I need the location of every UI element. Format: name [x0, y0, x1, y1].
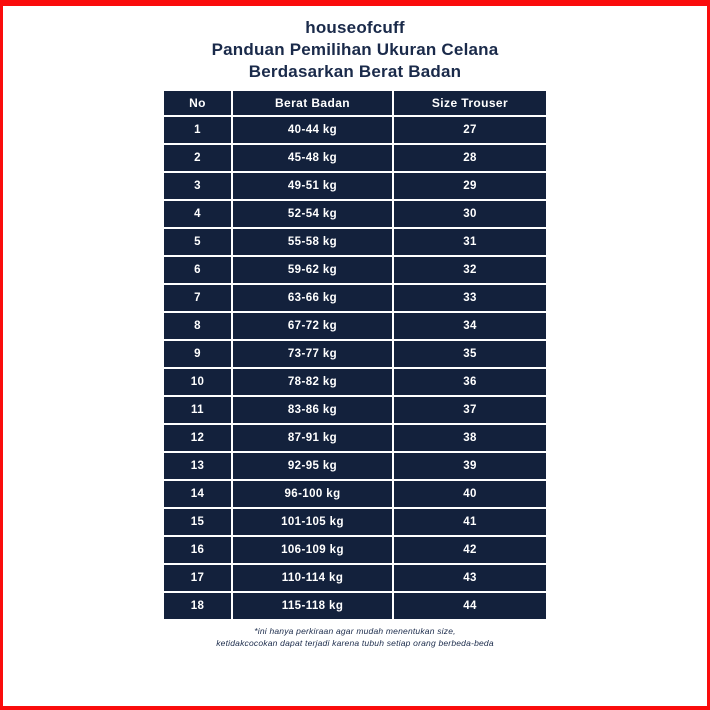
trouser-size-cell: 33 [393, 284, 547, 312]
column-header-size-trouser: Size Trouser [393, 90, 547, 116]
trouser-size-cell: 43 [393, 564, 547, 592]
weight-range-cell: 40-44 kg [232, 116, 393, 144]
column-header-no: No [163, 90, 232, 116]
weight-range-cell: 87-91 kg [232, 424, 393, 452]
row-number-cell: 13 [163, 452, 232, 480]
trouser-size-cell: 32 [393, 256, 547, 284]
row-number-cell: 4 [163, 200, 232, 228]
page-header [3, 6, 707, 83]
row-number-cell: 5 [163, 228, 232, 256]
weight-range-cell: 45-48 kg [232, 144, 393, 172]
row-number-cell: 11 [163, 396, 232, 424]
weight-range-cell: 55-58 kg [232, 228, 393, 256]
trouser-size-cell: 36 [393, 368, 547, 396]
trouser-size-cell: 37 [393, 396, 547, 424]
table-row [163, 200, 547, 228]
weight-range-cell: 115-118 kg [232, 592, 393, 620]
table-header-row [163, 90, 547, 116]
table-row [163, 172, 547, 200]
page-title-line-2: Berdasarkan Berat Badan [248, 62, 462, 81]
trouser-size-cell: 27 [393, 116, 547, 144]
row-number-cell: 8 [163, 312, 232, 340]
trouser-size-cell: 29 [393, 172, 547, 200]
footnote [3, 626, 707, 649]
trouser-size-cell: 44 [393, 592, 547, 620]
table-row [163, 508, 547, 536]
weight-range-cell: 106-109 kg [232, 536, 393, 564]
table-row [163, 340, 547, 368]
table-row [163, 256, 547, 284]
weight-range-cell: 73-77 kg [232, 340, 393, 368]
weight-range-cell: 63-66 kg [232, 284, 393, 312]
weight-range-cell: 110-114 kg [232, 564, 393, 592]
weight-range-cell: 96-100 kg [232, 480, 393, 508]
table-row [163, 396, 547, 424]
page-title-line-1: Panduan Pemilihan Ukuran Celana [211, 40, 499, 59]
size-chart-table [162, 89, 548, 621]
row-number-cell: 7 [163, 284, 232, 312]
weight-range-cell: 67-72 kg [232, 312, 393, 340]
trouser-size-cell: 31 [393, 228, 547, 256]
table-row [163, 312, 547, 340]
row-number-cell: 15 [163, 508, 232, 536]
table-row [163, 368, 547, 396]
trouser-size-cell: 41 [393, 508, 547, 536]
table-row [163, 536, 547, 564]
row-number-cell: 14 [163, 480, 232, 508]
trouser-size-cell: 42 [393, 536, 547, 564]
brand-title: houseofcuff [305, 18, 405, 37]
trouser-size-cell: 28 [393, 144, 547, 172]
table-row [163, 592, 547, 620]
weight-range-cell: 92-95 kg [232, 452, 393, 480]
trouser-size-cell: 39 [393, 452, 547, 480]
row-number-cell: 6 [163, 256, 232, 284]
row-number-cell: 3 [163, 172, 232, 200]
table-row [163, 228, 547, 256]
weight-range-cell: 83-86 kg [232, 396, 393, 424]
table-row [163, 452, 547, 480]
row-number-cell: 17 [163, 564, 232, 592]
weight-range-cell: 59-62 kg [232, 256, 393, 284]
table-row [163, 480, 547, 508]
weight-range-cell: 78-82 kg [232, 368, 393, 396]
trouser-size-cell: 40 [393, 480, 547, 508]
row-number-cell: 16 [163, 536, 232, 564]
row-number-cell: 9 [163, 340, 232, 368]
trouser-size-cell: 34 [393, 312, 547, 340]
row-number-cell: 18 [163, 592, 232, 620]
table-body [163, 116, 547, 620]
table-row [163, 284, 547, 312]
footnote-line-1: *ini hanya perkiraan agar mudah menentukan size, [254, 626, 456, 636]
column-header-berat-badan: Berat Badan [232, 90, 393, 116]
weight-range-cell: 52-54 kg [232, 200, 393, 228]
row-number-cell: 2 [163, 144, 232, 172]
row-number-cell: 1 [163, 116, 232, 144]
trouser-size-cell: 38 [393, 424, 547, 452]
row-number-cell: 12 [163, 424, 232, 452]
footnote-line-2: ketidakcocokan dapat terjadi karena tubuh setiap orang berbeda-beda [216, 637, 494, 648]
table-row [163, 144, 547, 172]
table-row [163, 116, 547, 144]
trouser-size-cell: 30 [393, 200, 547, 228]
weight-range-cell: 101-105 kg [232, 508, 393, 536]
trouser-size-cell: 35 [393, 340, 547, 368]
table-row [163, 564, 547, 592]
table-row [163, 424, 547, 452]
weight-range-cell: 49-51 kg [232, 172, 393, 200]
row-number-cell: 10 [163, 368, 232, 396]
